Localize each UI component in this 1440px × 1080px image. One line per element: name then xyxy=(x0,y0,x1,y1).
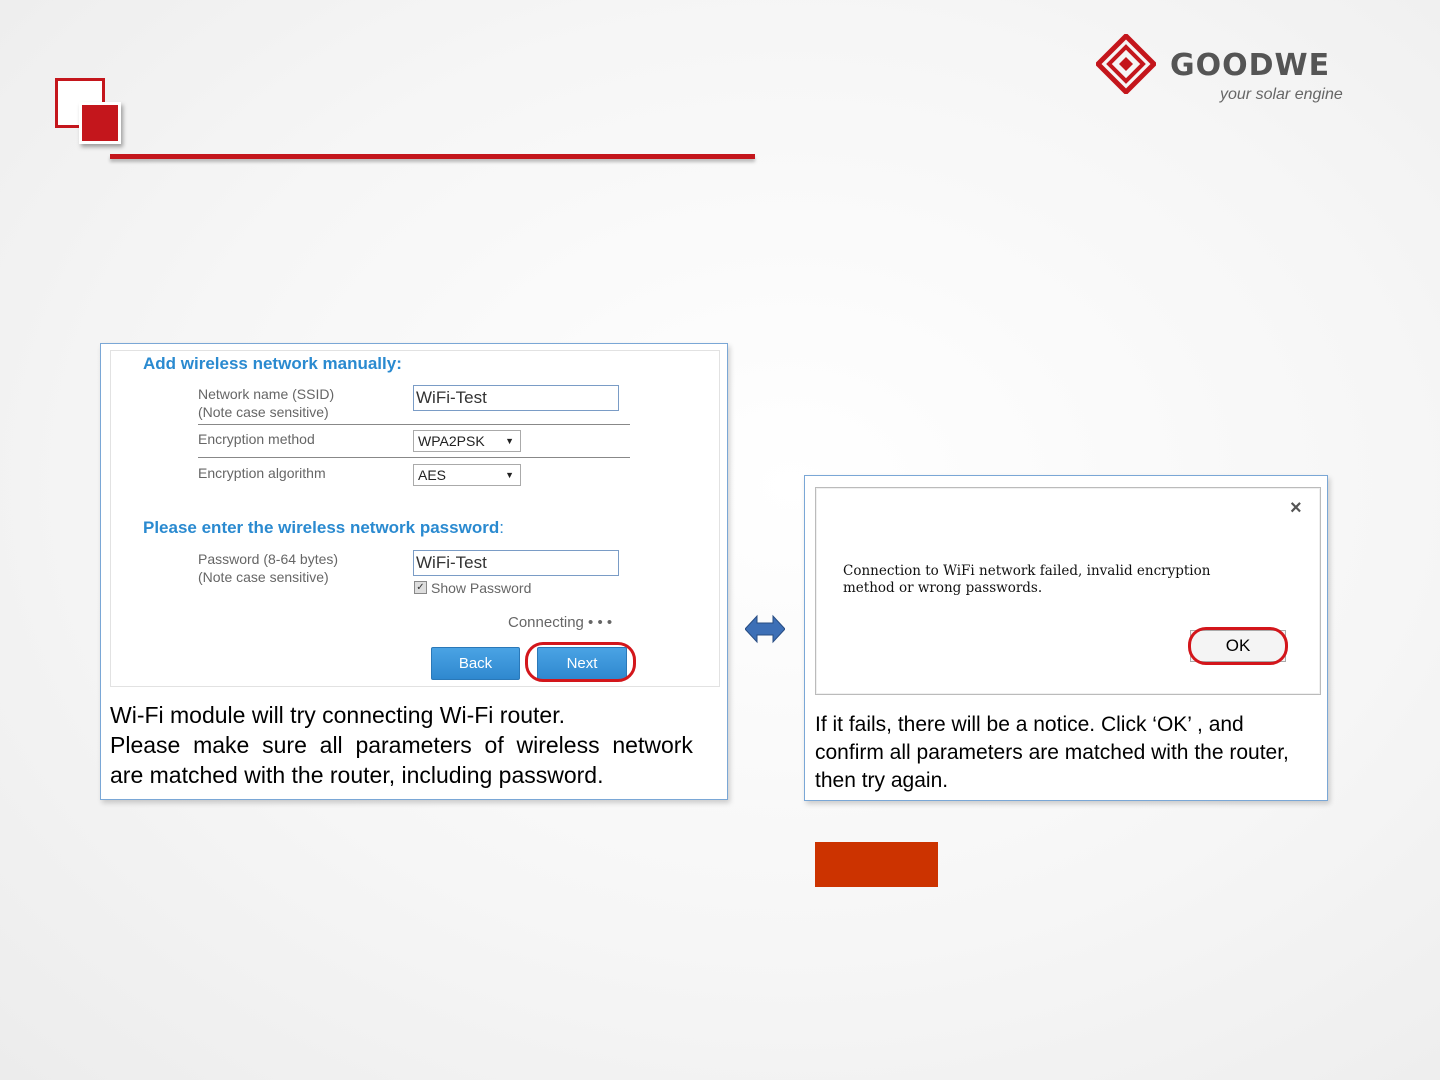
chevron-down-icon: ▼ xyxy=(505,436,514,446)
password-heading-colon: : xyxy=(499,518,504,537)
left-caption-line: are matched with the router, including password. xyxy=(110,762,604,788)
ssid-label: Network name (SSID) xyxy=(198,386,335,402)
double-arrow-icon xyxy=(745,614,785,644)
password-label: Password (8-64 bytes) xyxy=(198,551,339,567)
password-input[interactable]: WiFi-Test xyxy=(413,550,619,576)
divider xyxy=(198,457,630,458)
left-caption xyxy=(110,700,722,790)
title-corner-square xyxy=(79,102,121,144)
left-caption-line: Wi-Fi module will try connecting Wi-Fi router. xyxy=(110,702,565,728)
error-message-line: Connection to WiFi network failed, invalid encryption xyxy=(843,563,1211,579)
divider xyxy=(198,424,630,425)
password-heading xyxy=(143,518,504,538)
next-button[interactable]: Next xyxy=(537,647,627,680)
encryption-method-value: WPA2PSK xyxy=(418,433,485,449)
title-underline xyxy=(110,154,755,159)
encryption-algorithm-label: Encryption algorithm xyxy=(198,465,326,481)
password-note: (Note case sensitive) xyxy=(198,569,329,585)
error-message xyxy=(843,563,1303,597)
next-button-highlight xyxy=(525,642,636,682)
chevron-down-icon: ▼ xyxy=(505,470,514,480)
right-caption-line: confirm all parameters are matched with the router, xyxy=(815,741,1289,764)
password-heading-text: Please enter the wireless network password xyxy=(143,518,500,537)
encryption-method-select[interactable] xyxy=(413,430,521,452)
encryption-method-label: Encryption method xyxy=(198,431,315,447)
right-caption-line: If it fails, there will be a notice. Click ‘OK’ , and xyxy=(815,713,1244,736)
close-icon[interactable]: × xyxy=(1290,497,1302,519)
right-caption-line: then try again. xyxy=(815,769,949,792)
encryption-algorithm-value: AES xyxy=(418,467,447,483)
ssid-note: (Note case sensitive) xyxy=(198,404,329,420)
goodwe-logo-icon xyxy=(1096,34,1156,94)
show-password-checkbox[interactable]: ✓ xyxy=(414,581,427,594)
encryption-algorithm-select[interactable] xyxy=(413,464,521,486)
back-button[interactable]: Back xyxy=(431,647,520,680)
error-message-line: method or wrong passwords. xyxy=(843,580,1043,596)
orange-block xyxy=(815,842,938,887)
ok-button[interactable]: OK xyxy=(1190,630,1286,662)
ssid-input[interactable]: WiFi-Test xyxy=(413,385,619,411)
brand-name: GOODWE xyxy=(1170,48,1331,83)
right-caption xyxy=(815,711,1315,795)
connecting-status: Connecting • • • xyxy=(508,614,613,631)
manual-heading: Add wireless network manually: xyxy=(143,354,402,373)
ok-button-highlight xyxy=(1188,627,1288,665)
show-password-label: Show Password xyxy=(431,580,532,596)
left-caption-line: Please make sure all parameters of wireless network xyxy=(110,732,693,758)
brand-tagline: your solar engine xyxy=(1220,86,1343,103)
